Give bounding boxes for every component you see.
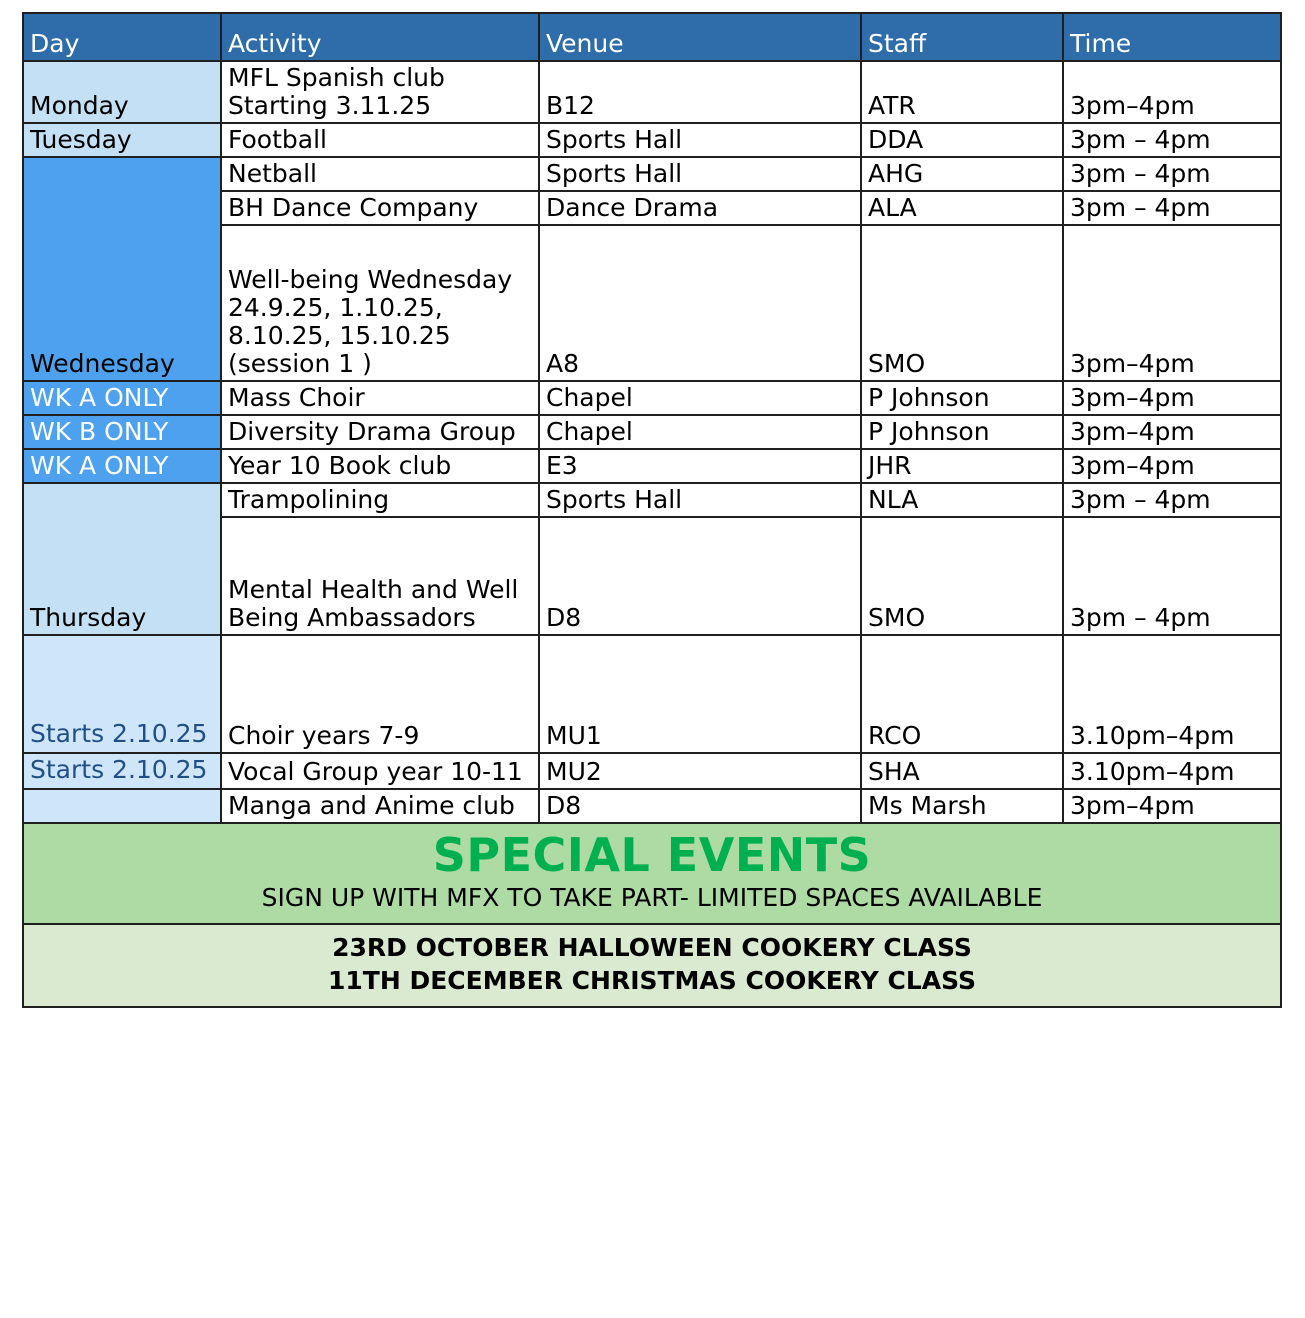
row-time: 3pm–4pm: [1063, 61, 1281, 123]
row-staff: JHR: [861, 449, 1063, 483]
row-time: 3pm–4pm: [1063, 789, 1281, 823]
row-venue: D8: [539, 517, 861, 635]
row-time: 3pm – 4pm: [1063, 483, 1281, 517]
table-row: [23, 635, 1281, 753]
row-day: Thursday: [23, 483, 221, 635]
row-day: Starts 2.10.25: [23, 635, 221, 753]
special-events-cell: [23, 823, 1281, 924]
row-time: 3.10pm–4pm: [1063, 635, 1281, 753]
row-time: 3pm–4pm: [1063, 415, 1281, 449]
row-activity: Football: [221, 123, 539, 157]
row-staff: NLA: [861, 483, 1063, 517]
row-time: 3pm – 4pm: [1063, 517, 1281, 635]
row-venue: Chapel: [539, 415, 861, 449]
row-venue: Dance Drama: [539, 191, 861, 225]
row-day: WK B ONLY: [23, 415, 221, 449]
row-venue: Chapel: [539, 381, 861, 415]
column-header-activity: Activity: [221, 13, 539, 61]
table-row: [23, 123, 1281, 157]
row-activity: Choir years 7-9: [221, 635, 539, 753]
activity-note: Starting 3.11.25: [228, 91, 432, 120]
row-day: Monday: [23, 61, 221, 123]
table-row: [23, 381, 1281, 415]
row-day: Wednesday: [23, 157, 221, 381]
row-time: 3pm – 4pm: [1063, 191, 1281, 225]
activity-title: MFL Spanish club: [228, 63, 445, 92]
row-time: 3pm – 4pm: [1063, 157, 1281, 191]
table-row: [23, 157, 1281, 191]
special-events-subtitle: SIGN UP WITH MFX TO TAKE PART- LIMITED SPACES AVAILABLE: [261, 882, 1043, 912]
row-staff: ALA: [861, 191, 1063, 225]
clubs-timetable: [22, 12, 1282, 1008]
row-venue: Sports Hall: [539, 157, 861, 191]
column-header-venue: Venue: [539, 13, 861, 61]
special-event-item: 23RD OCTOBER HALLOWEEN COOKERY CLASS: [332, 932, 972, 962]
row-staff: P Johnson: [861, 415, 1063, 449]
row-day: [23, 789, 221, 823]
row-venue: MU2: [539, 753, 861, 789]
row-activity: [221, 61, 539, 123]
row-time: 3.10pm–4pm: [1063, 753, 1281, 789]
row-venue: MU1: [539, 635, 861, 753]
row-venue: B12: [539, 61, 861, 123]
activity-title: Well-being Wednesday: [228, 265, 513, 294]
row-venue: E3: [539, 449, 861, 483]
row-staff: AHG: [861, 157, 1063, 191]
activity-note: 24.9.25, 1.10.25, 8.10.25, 15.10.25 (session 1 ): [228, 293, 451, 378]
column-header-time: Time: [1063, 13, 1281, 61]
row-activity: Manga and Anime club: [221, 789, 539, 823]
special-events-banner: [23, 823, 1281, 924]
row-staff: DDA: [861, 123, 1063, 157]
row-activity: [221, 225, 539, 381]
row-activity: BH Dance Company: [221, 191, 539, 225]
table-row: [23, 449, 1281, 483]
table-row: [23, 483, 1281, 517]
row-time: 3pm–4pm: [1063, 381, 1281, 415]
row-day: WK A ONLY: [23, 449, 221, 483]
row-staff: ATR: [861, 61, 1063, 123]
row-activity: Trampolining: [221, 483, 539, 517]
row-time: 3pm–4pm: [1063, 225, 1281, 381]
table-row: [23, 789, 1281, 823]
row-staff: SHA: [861, 753, 1063, 789]
row-day: Starts 2.10.25: [23, 753, 221, 789]
row-activity: Mass Choir: [221, 381, 539, 415]
row-staff: SMO: [861, 225, 1063, 381]
column-header-day: Day: [23, 13, 221, 61]
row-staff: SMO: [861, 517, 1063, 635]
row-activity: Mental Health and Well Being Ambassadors: [221, 517, 539, 635]
row-day: Tuesday: [23, 123, 221, 157]
table-row: [23, 61, 1281, 123]
row-staff: RCO: [861, 635, 1063, 753]
special-events-list: [23, 924, 1281, 1008]
table-row: [23, 415, 1281, 449]
row-staff: P Johnson: [861, 381, 1063, 415]
special-event-item: 11TH DECEMBER CHRISTMAS COOKERY CLASS: [327, 966, 976, 996]
row-staff: Ms Marsh: [861, 789, 1063, 823]
row-day: WK A ONLY: [23, 381, 221, 415]
row-venue: Sports Hall: [539, 123, 861, 157]
row-time: 3pm–4pm: [1063, 449, 1281, 483]
row-activity: Year 10 Book club: [221, 449, 539, 483]
row-venue: A8: [539, 225, 861, 381]
special-events-title: SPECIAL EVENTS: [432, 828, 872, 882]
row-activity: Diversity Drama Group: [221, 415, 539, 449]
table-row: [23, 753, 1281, 789]
column-header-staff: Staff: [861, 13, 1063, 61]
row-activity: Netball: [221, 157, 539, 191]
row-venue: D8: [539, 789, 861, 823]
row-venue: Sports Hall: [539, 483, 861, 517]
special-events-list-cell: [23, 924, 1281, 1008]
table-header-row: [23, 13, 1281, 61]
row-activity: Vocal Group year 10-11: [221, 753, 539, 789]
row-time: 3pm – 4pm: [1063, 123, 1281, 157]
